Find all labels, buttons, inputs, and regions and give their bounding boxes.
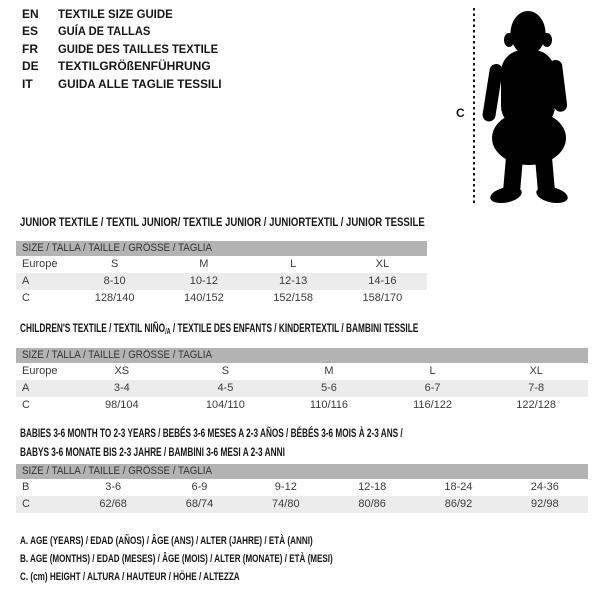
height-cell: 116/122 xyxy=(413,399,453,411)
baby-silhouette-icon xyxy=(482,6,596,208)
height-cell: 80/86 xyxy=(358,498,386,510)
age-cell: 3-6 xyxy=(105,481,122,493)
height-cell: 74/80 xyxy=(272,498,300,510)
table-header-bar xyxy=(16,348,588,363)
language-title: GUÍA DE TALLAS xyxy=(58,24,151,39)
table-header-bar xyxy=(16,241,427,256)
size-cell: L xyxy=(290,258,297,270)
size-cell: M xyxy=(324,365,334,377)
table-row-height xyxy=(16,397,588,414)
table-row-height xyxy=(16,290,427,307)
age-cell: 5-6 xyxy=(321,382,337,394)
footnote-age-months: B. AGE (MONTHS) / EDAD (MESES) / ÂGE (MOIS) / ALTER (MONATE) / ETÀ (MESI) xyxy=(20,553,333,565)
height-cell: 140/152 xyxy=(183,292,224,304)
row-label: Europe xyxy=(22,258,58,270)
size-cell: M xyxy=(199,258,209,270)
footnote-age-years: A. AGE (YEARS) / EDAD (AÑOS) / ÂGE (ANS) / ALTER (JAHRE) / ETÀ (ANNI) xyxy=(20,535,313,547)
height-cell: 128/140 xyxy=(94,292,135,304)
age-cell: 14-16 xyxy=(368,275,397,287)
table-header-bar xyxy=(16,464,588,479)
language-row-fr xyxy=(22,41,229,58)
table-row-height xyxy=(16,496,588,513)
language-row-it xyxy=(22,76,229,93)
language-code: EN xyxy=(22,7,39,21)
age-cell: 6-9 xyxy=(191,481,208,493)
children-title-sub: /A xyxy=(165,327,171,336)
row-label: C xyxy=(22,399,30,411)
size-cell: XS xyxy=(114,365,130,377)
table-header-label: SIZE / TALLA / TAILLE / GRÖSSE / TAGLIA xyxy=(22,349,212,361)
age-cell: 6-7 xyxy=(424,382,441,394)
age-cell: 12-13 xyxy=(279,275,308,287)
language-row-es xyxy=(22,23,229,40)
age-cell: 8-10 xyxy=(103,275,126,287)
age-cell: 4-5 xyxy=(217,382,234,394)
age-cell: 9-12 xyxy=(274,481,297,493)
babies-size-table xyxy=(16,464,588,513)
language-code: IT xyxy=(22,76,33,91)
size-cell: L xyxy=(429,365,436,377)
height-cell: 110/116 xyxy=(309,399,349,411)
height-cell: 92/98 xyxy=(531,498,559,510)
table-header-label: SIZE / TALLA / TAILLE / GRÖSSE / TAGLIA xyxy=(22,465,212,477)
height-dashed-line xyxy=(473,8,475,206)
size-cell: S xyxy=(221,365,230,377)
language-row-en xyxy=(22,6,229,23)
size-cell: XL xyxy=(529,365,543,377)
height-cell: 68/74 xyxy=(185,498,214,510)
row-label: C xyxy=(22,498,30,510)
age-cell: 24-36 xyxy=(530,481,559,493)
children-size-table xyxy=(16,348,588,414)
language-row-de xyxy=(22,58,229,75)
row-label: B xyxy=(22,481,30,493)
height-cell: 62/68 xyxy=(99,498,127,510)
children-title-pre: CHILDREN'S TEXTILE / TEXTIL NIÑO xyxy=(20,321,166,335)
row-label: C xyxy=(22,292,30,304)
babies-title-line1: BABIES 3-6 MONTH TO 2-3 YEARS / BEBÉS 3-6 MESES A 2-3 AÑOS / BÉBÉS 3-6 MOIS À 2-3 ANS / xyxy=(20,426,403,440)
language-title: TEXTILE SIZE GUIDE xyxy=(58,7,173,21)
language-code: ES xyxy=(22,24,39,39)
table-row-age xyxy=(16,380,588,397)
row-label: Europe xyxy=(22,365,58,377)
language-list xyxy=(22,6,229,93)
junior-size-table xyxy=(16,241,427,307)
height-cell: 98/104 xyxy=(104,399,139,411)
section-title-children xyxy=(20,321,418,336)
section-title-junior: JUNIOR TEXTILE / TEXTIL JUNIOR/ TEXTILE JUNIOR / JUNIORTEXTIL / JUNIOR TESSILE xyxy=(20,215,425,229)
height-cell: 122/128 xyxy=(516,399,557,411)
size-cell: S xyxy=(110,258,119,270)
language-title: GUIDA ALLE TAGLIE TESSILI xyxy=(58,76,222,91)
babies-title-line2: BABYS 3-6 MONATE BIS 2-3 JAHRE / BAMBINI 3-6 MESI A 2-3 ANNI xyxy=(20,444,285,459)
language-code: DE xyxy=(22,59,39,74)
height-measure-label: C xyxy=(456,106,465,120)
table-row-europe xyxy=(16,363,588,380)
section-title-babies xyxy=(20,424,579,461)
language-code: FR xyxy=(22,41,38,56)
footnote-height: C. (cm) HEIGHT / ALTURA / HAUTEUR / HÖHE / ALTEZZA xyxy=(20,571,240,583)
age-cell: 7-8 xyxy=(528,382,545,394)
height-cell: 158/170 xyxy=(362,292,403,304)
language-title: GUIDE DES TAILLES TEXTILE xyxy=(58,41,219,56)
row-label: A xyxy=(22,382,30,394)
table-header-label: SIZE / TALLA / TAILLE / GRÖSSE / TAGLIA xyxy=(22,242,212,254)
age-cell: 12-18 xyxy=(358,481,387,493)
table-row-europe xyxy=(16,256,427,273)
row-label: A xyxy=(22,275,30,287)
age-cell: 10-12 xyxy=(189,275,218,287)
children-title-post: / TEXTILE DES ENFANTS / KINDERTEXTIL / BAMBINI TESSILE xyxy=(170,321,419,335)
age-cell: 3-4 xyxy=(113,382,130,394)
height-cell: 86/92 xyxy=(444,498,473,510)
size-cell: XL xyxy=(375,258,390,270)
height-cell: 104/110 xyxy=(205,399,245,411)
age-cell: 18-24 xyxy=(444,481,473,493)
table-row-age-months xyxy=(16,479,588,496)
language-title: TEXTILGRÖßENFÜHRUNG xyxy=(58,59,211,74)
table-row-age xyxy=(16,273,427,290)
height-cell: 152/158 xyxy=(273,292,313,304)
